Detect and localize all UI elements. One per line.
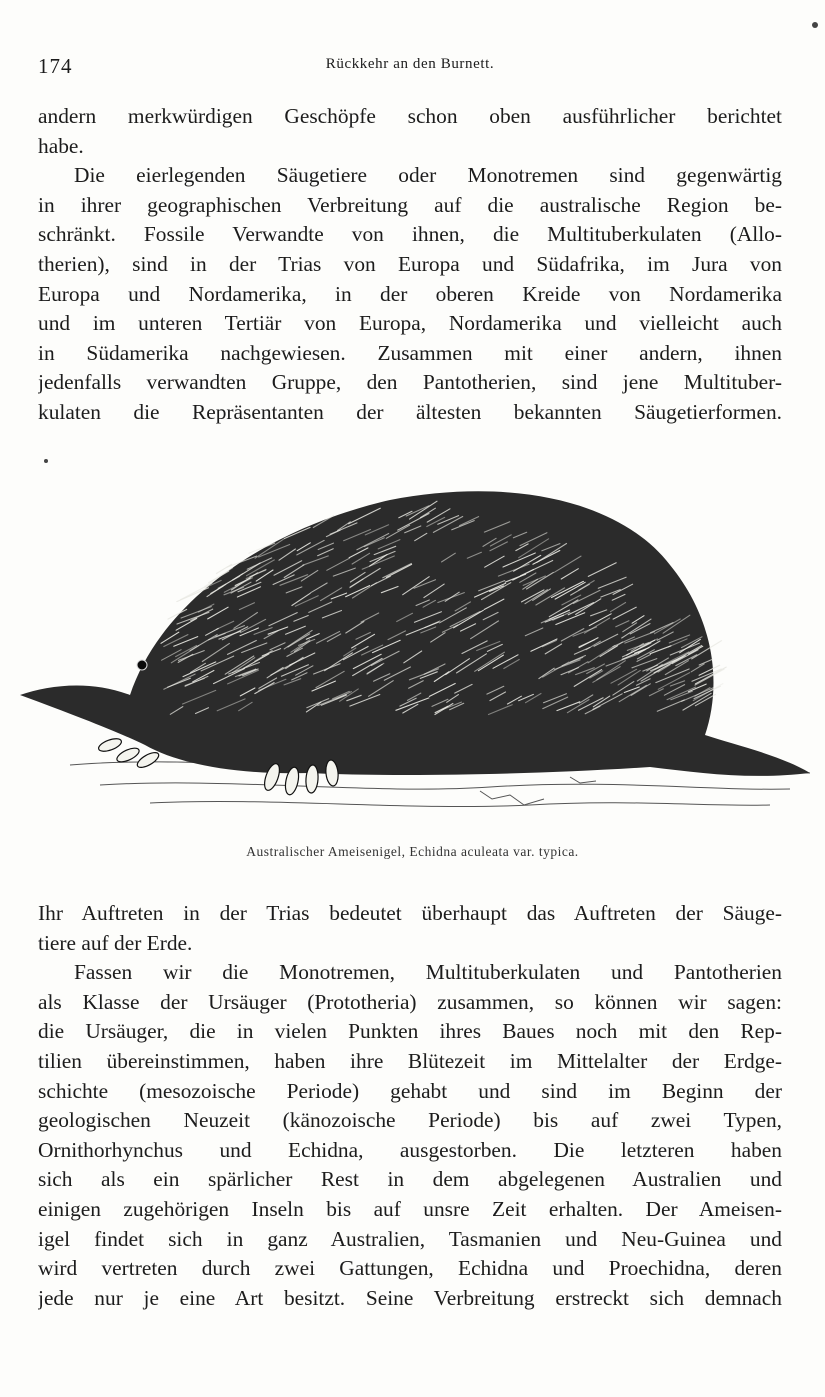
text-line: Ihr Auftreten in der Trias bedeutet überhaupt das Auftreten der Säuge- (38, 901, 782, 925)
text-line: Ornithorhynchus und Echidna, ausgestorben. Die letzteren haben (38, 1137, 782, 1162)
text-line: schichte (mesozoische Periode) gehabt und sind im Beginn der (38, 1078, 782, 1103)
page-header (38, 54, 782, 80)
text-line: in ihrer geographischen Verbreitung auf die australische Region be- (38, 192, 782, 217)
page-number: 174 (38, 54, 73, 78)
body-text-top (38, 102, 782, 428)
text-line: therien), sind in der Trias von Europa und Südafrika, im Jura von (38, 251, 782, 276)
body-text-bottom (38, 899, 782, 1313)
text-line: jede nur je eine Art besitzt. Seine Verbreitung erstreckt sich demnach (38, 1285, 782, 1310)
text-line: kulaten die Repräsentanten der ältesten bekannten Säugetierformen. (38, 399, 782, 424)
echidna-illustration (10, 455, 815, 835)
text-line: igel findet sich in ganz Australien, Tasmanien und Neu-Guinea und (38, 1226, 782, 1251)
text-line: und im unteren Tertiär von Europa, Nordamerika und vielleicht auch (38, 311, 782, 336)
running-head: Rückkehr an den Burnett. (325, 56, 495, 72)
text-line: Europa und Nordamerika, in der oberen Kreide von Nordamerika (38, 281, 782, 306)
text-line: tiere auf der Erde. (38, 930, 193, 955)
text-line: einigen zugehörigen Inseln bis auf unsre Zeit erhalten. Der Ameisen- (38, 1196, 782, 1221)
text-line: habe. (38, 133, 84, 158)
text-line: wird vertreten durch zwei Gattungen, Echidna und Proechidna, deren (38, 1256, 782, 1281)
text-line: tilien übereinstimmen, haben ihre Blütezeit im Mittelalter der Erdge- (38, 1048, 782, 1073)
text-line: Fassen wir die Monotremen, Multituberkulaten und Pantotherien (74, 960, 782, 985)
text-line: die Ursäuger, die in vielen Punkten ihres Baues noch mit den Rep- (38, 1019, 782, 1044)
echidna-body (20, 491, 810, 776)
ink-speck (812, 22, 818, 28)
figure-caption: Australischer Ameisenigel, Echidna aculeata var. typica. (246, 844, 579, 859)
echidna-eye (137, 660, 147, 670)
text-line: geologischen Neuzeit (känozoische Periode) bis auf zwei Typen, (38, 1108, 782, 1133)
text-line: als Klasse der Ursäuger (Prototheria) zusammen, so können wir sagen: (38, 989, 782, 1014)
text-line: jedenfalls verwandten Gruppe, den Pantotherien, sind jene Multituber- (38, 370, 782, 395)
text-line: sich als ein spärlicher Rest in dem abgelegenen Australien und (38, 1167, 782, 1192)
text-line: in Südamerika nachgewiesen. Zusammen mit einer andern, ihnen (38, 340, 782, 365)
text-line: schränkt. Fossile Verwandte von ihnen, die Multituberkulaten (Allo- (38, 222, 782, 247)
text-line: Die eierlegenden Säugetiere oder Monotremen sind gegenwärtig (74, 163, 782, 188)
text-line: andern merkwürdigen Geschöpfe schon oben ausführlicher berichtet (38, 104, 782, 128)
